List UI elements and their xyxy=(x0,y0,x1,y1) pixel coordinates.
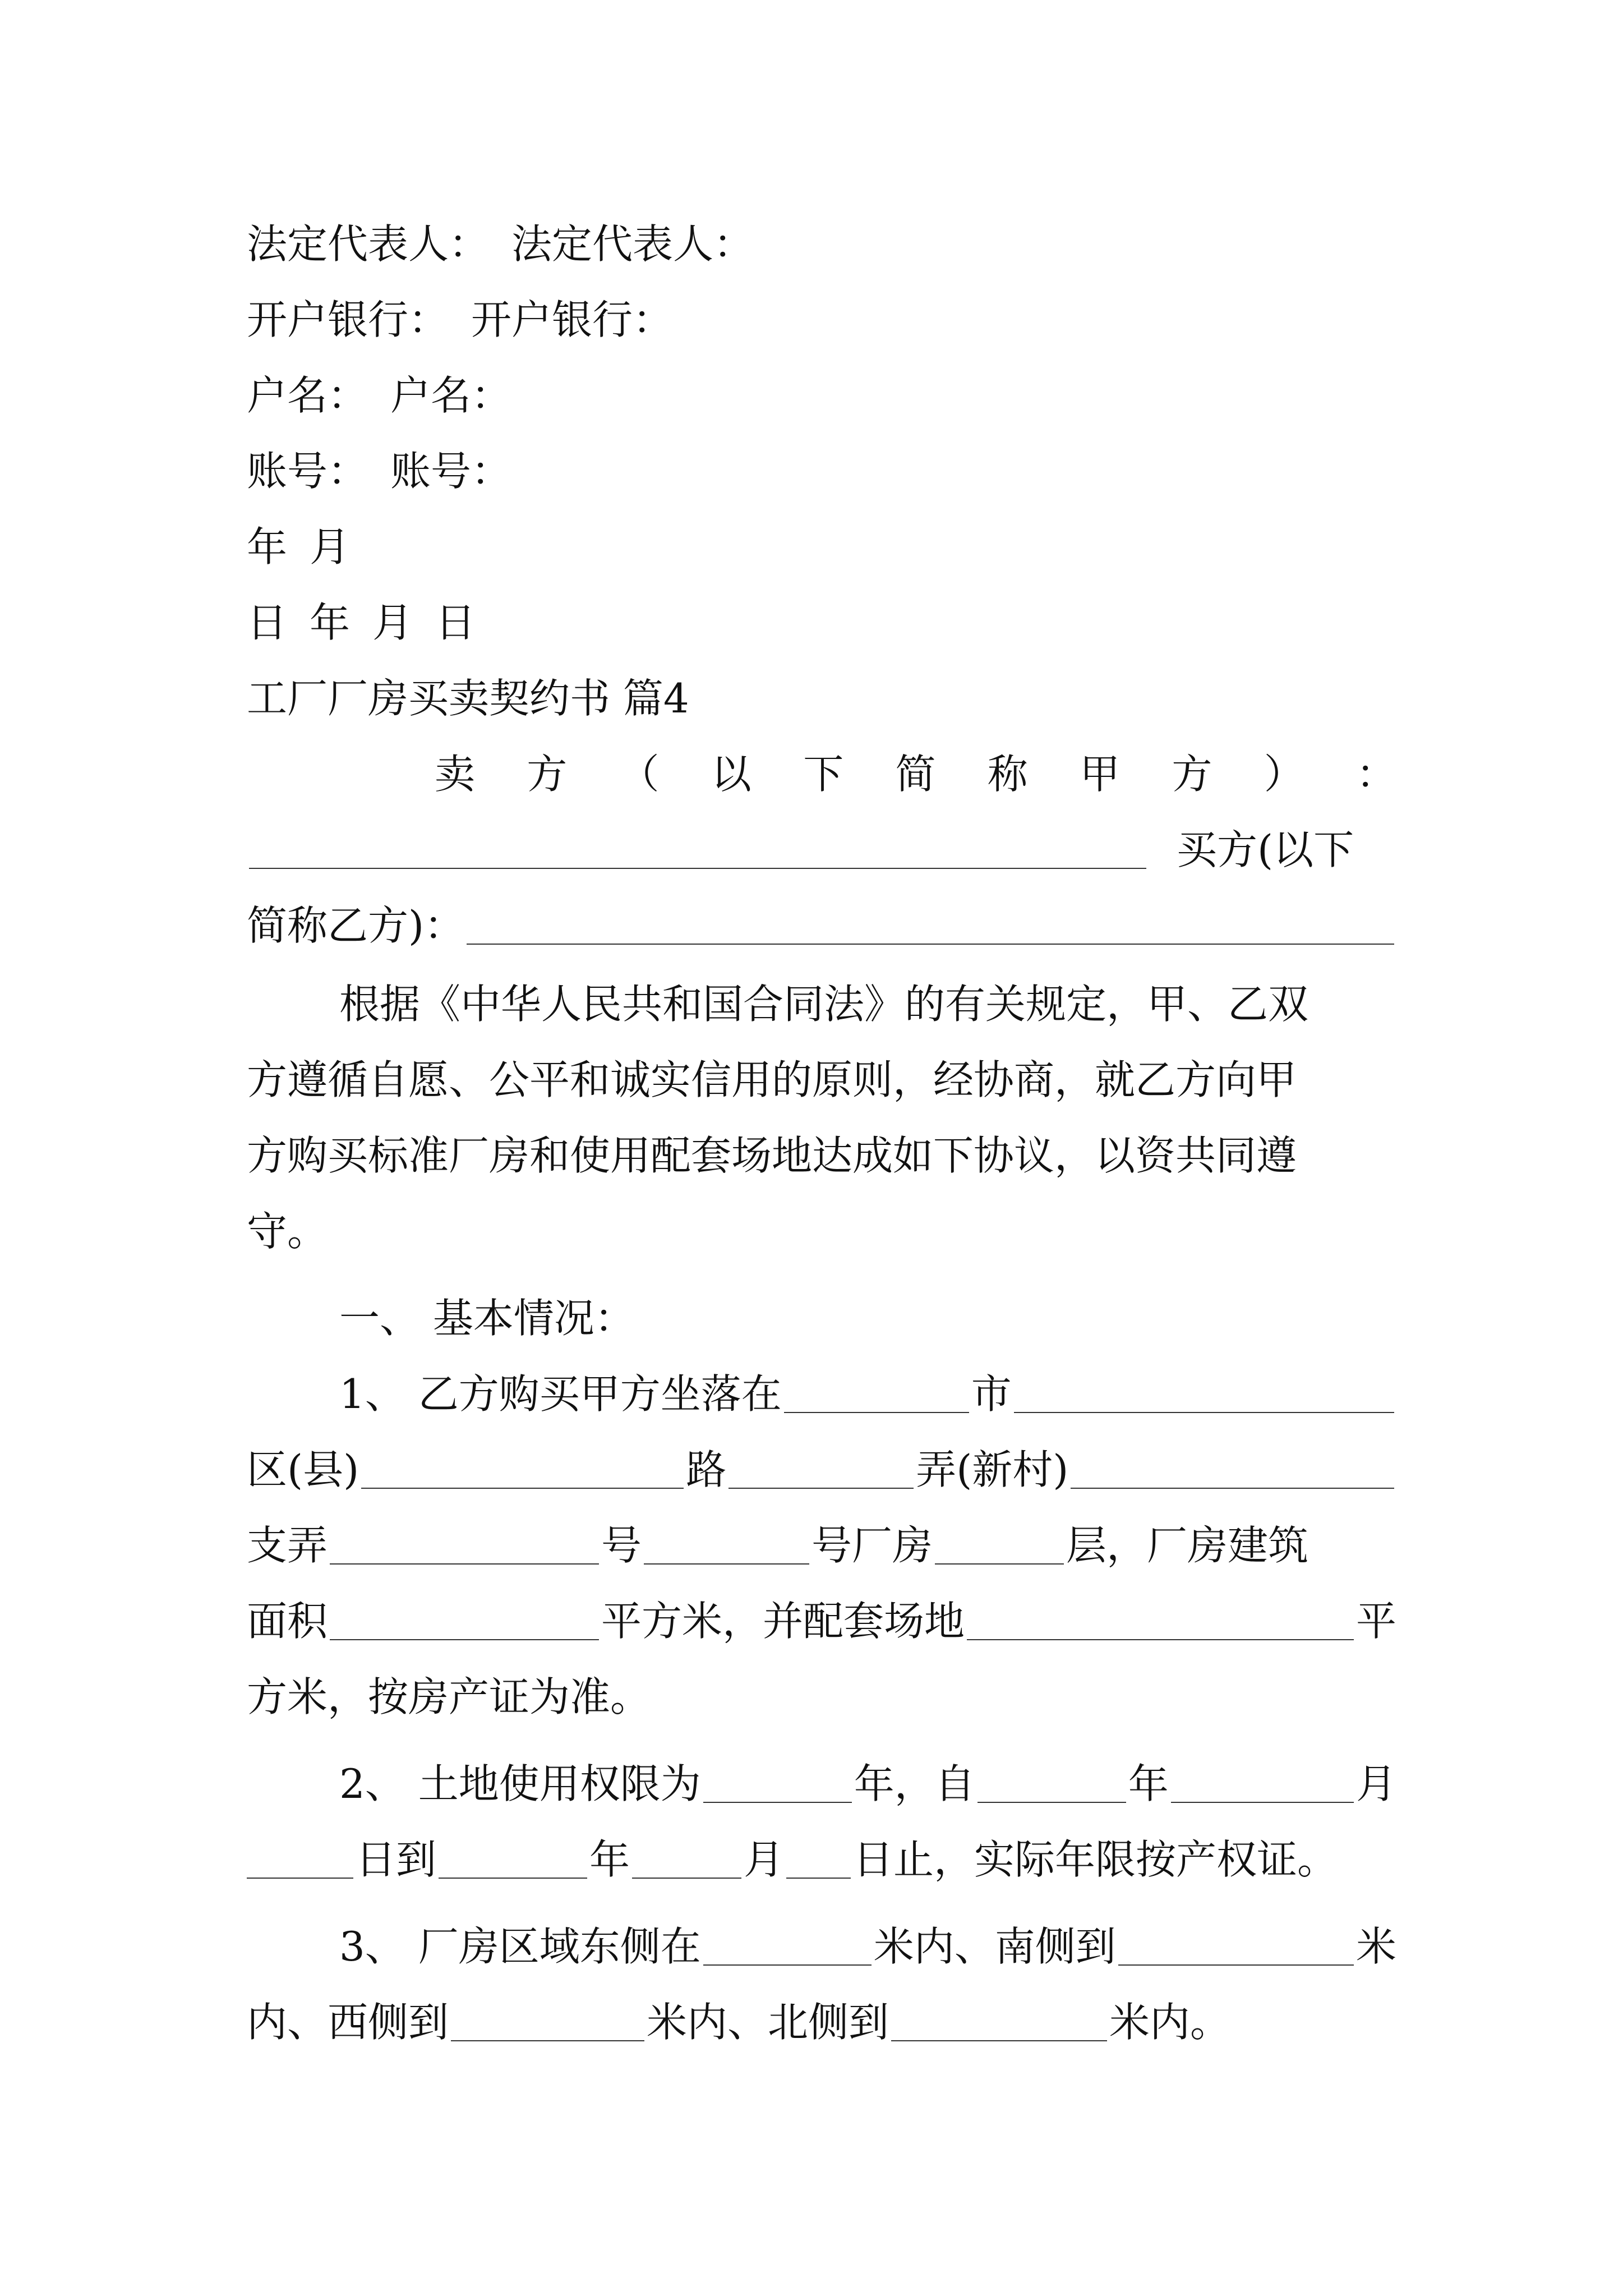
city-blank[interactable] xyxy=(1014,1375,1394,1413)
seller-char: 方 xyxy=(1172,751,1212,798)
account-no-label-a: 账号： xyxy=(247,448,368,495)
floor-area-blank[interactable] xyxy=(330,1602,599,1640)
seller-char: ： xyxy=(1355,751,1396,798)
item2-text: 月 xyxy=(1355,1760,1396,1807)
item1-text: 区(县) xyxy=(247,1446,359,1493)
date-line-1 xyxy=(247,508,1396,586)
date-month-b: 月 xyxy=(372,599,413,646)
date-year: 年 xyxy=(247,523,288,570)
north-blank[interactable] xyxy=(891,2003,1107,2041)
buyer-name-blank[interactable] xyxy=(467,907,1394,945)
seller-name-blank[interactable] xyxy=(249,831,1146,869)
item1-text: 层，厂房建筑 xyxy=(1066,1522,1309,1569)
item2-text: 年 xyxy=(589,1836,630,1883)
intro-line: 方遵循自愿、公平和诚实信用的原则，经协商，就乙方向甲 xyxy=(247,1056,1297,1103)
item2-line2 xyxy=(247,1820,1396,1899)
intro-line: 守。 xyxy=(247,1208,328,1255)
start-day-blank[interactable] xyxy=(247,1841,353,1879)
buyer-line-b xyxy=(247,886,1396,965)
buyer-line-a xyxy=(247,811,1396,889)
item1-text: 面积 xyxy=(247,1598,328,1645)
end-month-blank[interactable] xyxy=(632,1841,741,1879)
lane-blank[interactable] xyxy=(1071,1451,1394,1489)
item1-text: 弄(新村) xyxy=(916,1446,1069,1493)
end-day-blank[interactable] xyxy=(786,1841,851,1879)
item1-text: 市 xyxy=(971,1370,1012,1418)
item2-text: 2、 土地使用权限为 xyxy=(339,1760,701,1807)
seller-char: 以 xyxy=(711,751,751,798)
account-name-label-a: 户名： xyxy=(247,372,368,419)
west-blank[interactable] xyxy=(451,2003,644,2041)
intro-line: 方购买标准厂房和使用配套场地达成如下协议，以资共同遵 xyxy=(247,1132,1297,1179)
item1-line1 xyxy=(339,1355,1396,1433)
road-blank[interactable] xyxy=(728,1451,914,1489)
east-blank[interactable] xyxy=(703,1927,872,1966)
item1-text: 路 xyxy=(686,1446,727,1493)
location-blank[interactable] xyxy=(784,1375,969,1413)
legal-rep-label-a: 法定代表人： xyxy=(247,220,490,268)
date-month: 月 xyxy=(310,523,351,570)
bank-label-a: 开户银行： xyxy=(247,296,449,343)
seller-char: 称 xyxy=(987,751,1028,798)
item3-text: 米 xyxy=(1355,1923,1396,1970)
item1-text: 平方米，并配套场地 xyxy=(601,1598,965,1645)
item2-text: 年 xyxy=(1128,1760,1169,1807)
item1-text: 号厂房 xyxy=(811,1522,933,1569)
item2-text: 年，自 xyxy=(854,1760,975,1807)
item2-text: 日止，实际年限按产权证。 xyxy=(853,1836,1338,1883)
item1-text: 1、 乙方购买甲方坐落在 xyxy=(339,1370,782,1418)
seller-char: 卖 xyxy=(435,751,476,798)
item3-text: 米内、北侧到 xyxy=(647,1999,889,2046)
seller-char: 下 xyxy=(803,751,844,798)
item1-text: 支弄 xyxy=(247,1522,328,1569)
buyer-label-a: 买方(以下 xyxy=(1177,826,1354,873)
item3-text: 3、 厂房区域东侧在 xyxy=(339,1923,701,1970)
account-no-line xyxy=(247,432,1396,510)
account-name-line xyxy=(247,356,1396,435)
item2-line1 xyxy=(339,1745,1396,1823)
buyer-label-b: 简称乙方)： xyxy=(247,902,465,949)
intro-line: 根据《中华人民共和国合同法》的有关规定，甲、乙双 xyxy=(339,981,1309,1028)
seller-char: ） xyxy=(1264,751,1304,798)
date-year-b: 年 xyxy=(310,599,351,646)
floor-blank[interactable] xyxy=(935,1526,1064,1565)
item3-text: 内、西侧到 xyxy=(247,1999,449,2046)
seller-char: 方 xyxy=(527,751,568,798)
date-line-2 xyxy=(247,583,1396,662)
item3-line2 xyxy=(247,1983,1396,2062)
item3-text: 米内、南侧到 xyxy=(873,1923,1116,1970)
account-name-label-b: 户名： xyxy=(390,372,512,419)
legal-rep-line xyxy=(247,205,1396,283)
south-blank[interactable] xyxy=(1118,1927,1354,1966)
legal-rep-label-b: 法定代表人： xyxy=(511,220,754,268)
seller-char: 简 xyxy=(895,751,936,798)
date-day-a: 日 xyxy=(247,599,288,646)
seller-line xyxy=(435,735,1396,813)
bank-line xyxy=(247,280,1396,359)
start-month-blank[interactable] xyxy=(1171,1765,1354,1803)
item1-text: 平 xyxy=(1355,1598,1396,1645)
sub-lane-blank[interactable] xyxy=(330,1526,599,1565)
item1-text: 号 xyxy=(601,1522,642,1569)
item3-text: 米内。 xyxy=(1109,1999,1231,2046)
item2-text: 日到 xyxy=(356,1836,437,1883)
item1-line2 xyxy=(247,1430,1396,1509)
section1-title: 一、 基本情况： xyxy=(339,1295,635,1342)
bank-label-b: 开户银行： xyxy=(471,296,674,343)
number-blank[interactable] xyxy=(644,1526,809,1565)
seller-char: （ xyxy=(619,751,660,798)
item1-line4 xyxy=(247,1582,1396,1660)
end-year-blank[interactable] xyxy=(439,1841,587,1879)
start-year-blank[interactable] xyxy=(978,1765,1126,1803)
item2-text: 月 xyxy=(744,1836,785,1883)
account-no-label-b: 账号： xyxy=(390,448,512,495)
contract-heading: 工厂厂房买卖契约书 篇4 xyxy=(247,675,689,722)
term-years-blank[interactable] xyxy=(703,1765,852,1803)
item1-line5: 方米，按房产证为准。 xyxy=(247,1673,651,1720)
site-area-blank[interactable] xyxy=(967,1602,1354,1640)
date-day-b: 日 xyxy=(435,599,476,646)
item3-line1 xyxy=(339,1907,1396,1986)
district-blank[interactable] xyxy=(361,1451,684,1489)
item1-line3 xyxy=(247,1506,1396,1585)
seller-char: 甲 xyxy=(1080,751,1121,798)
